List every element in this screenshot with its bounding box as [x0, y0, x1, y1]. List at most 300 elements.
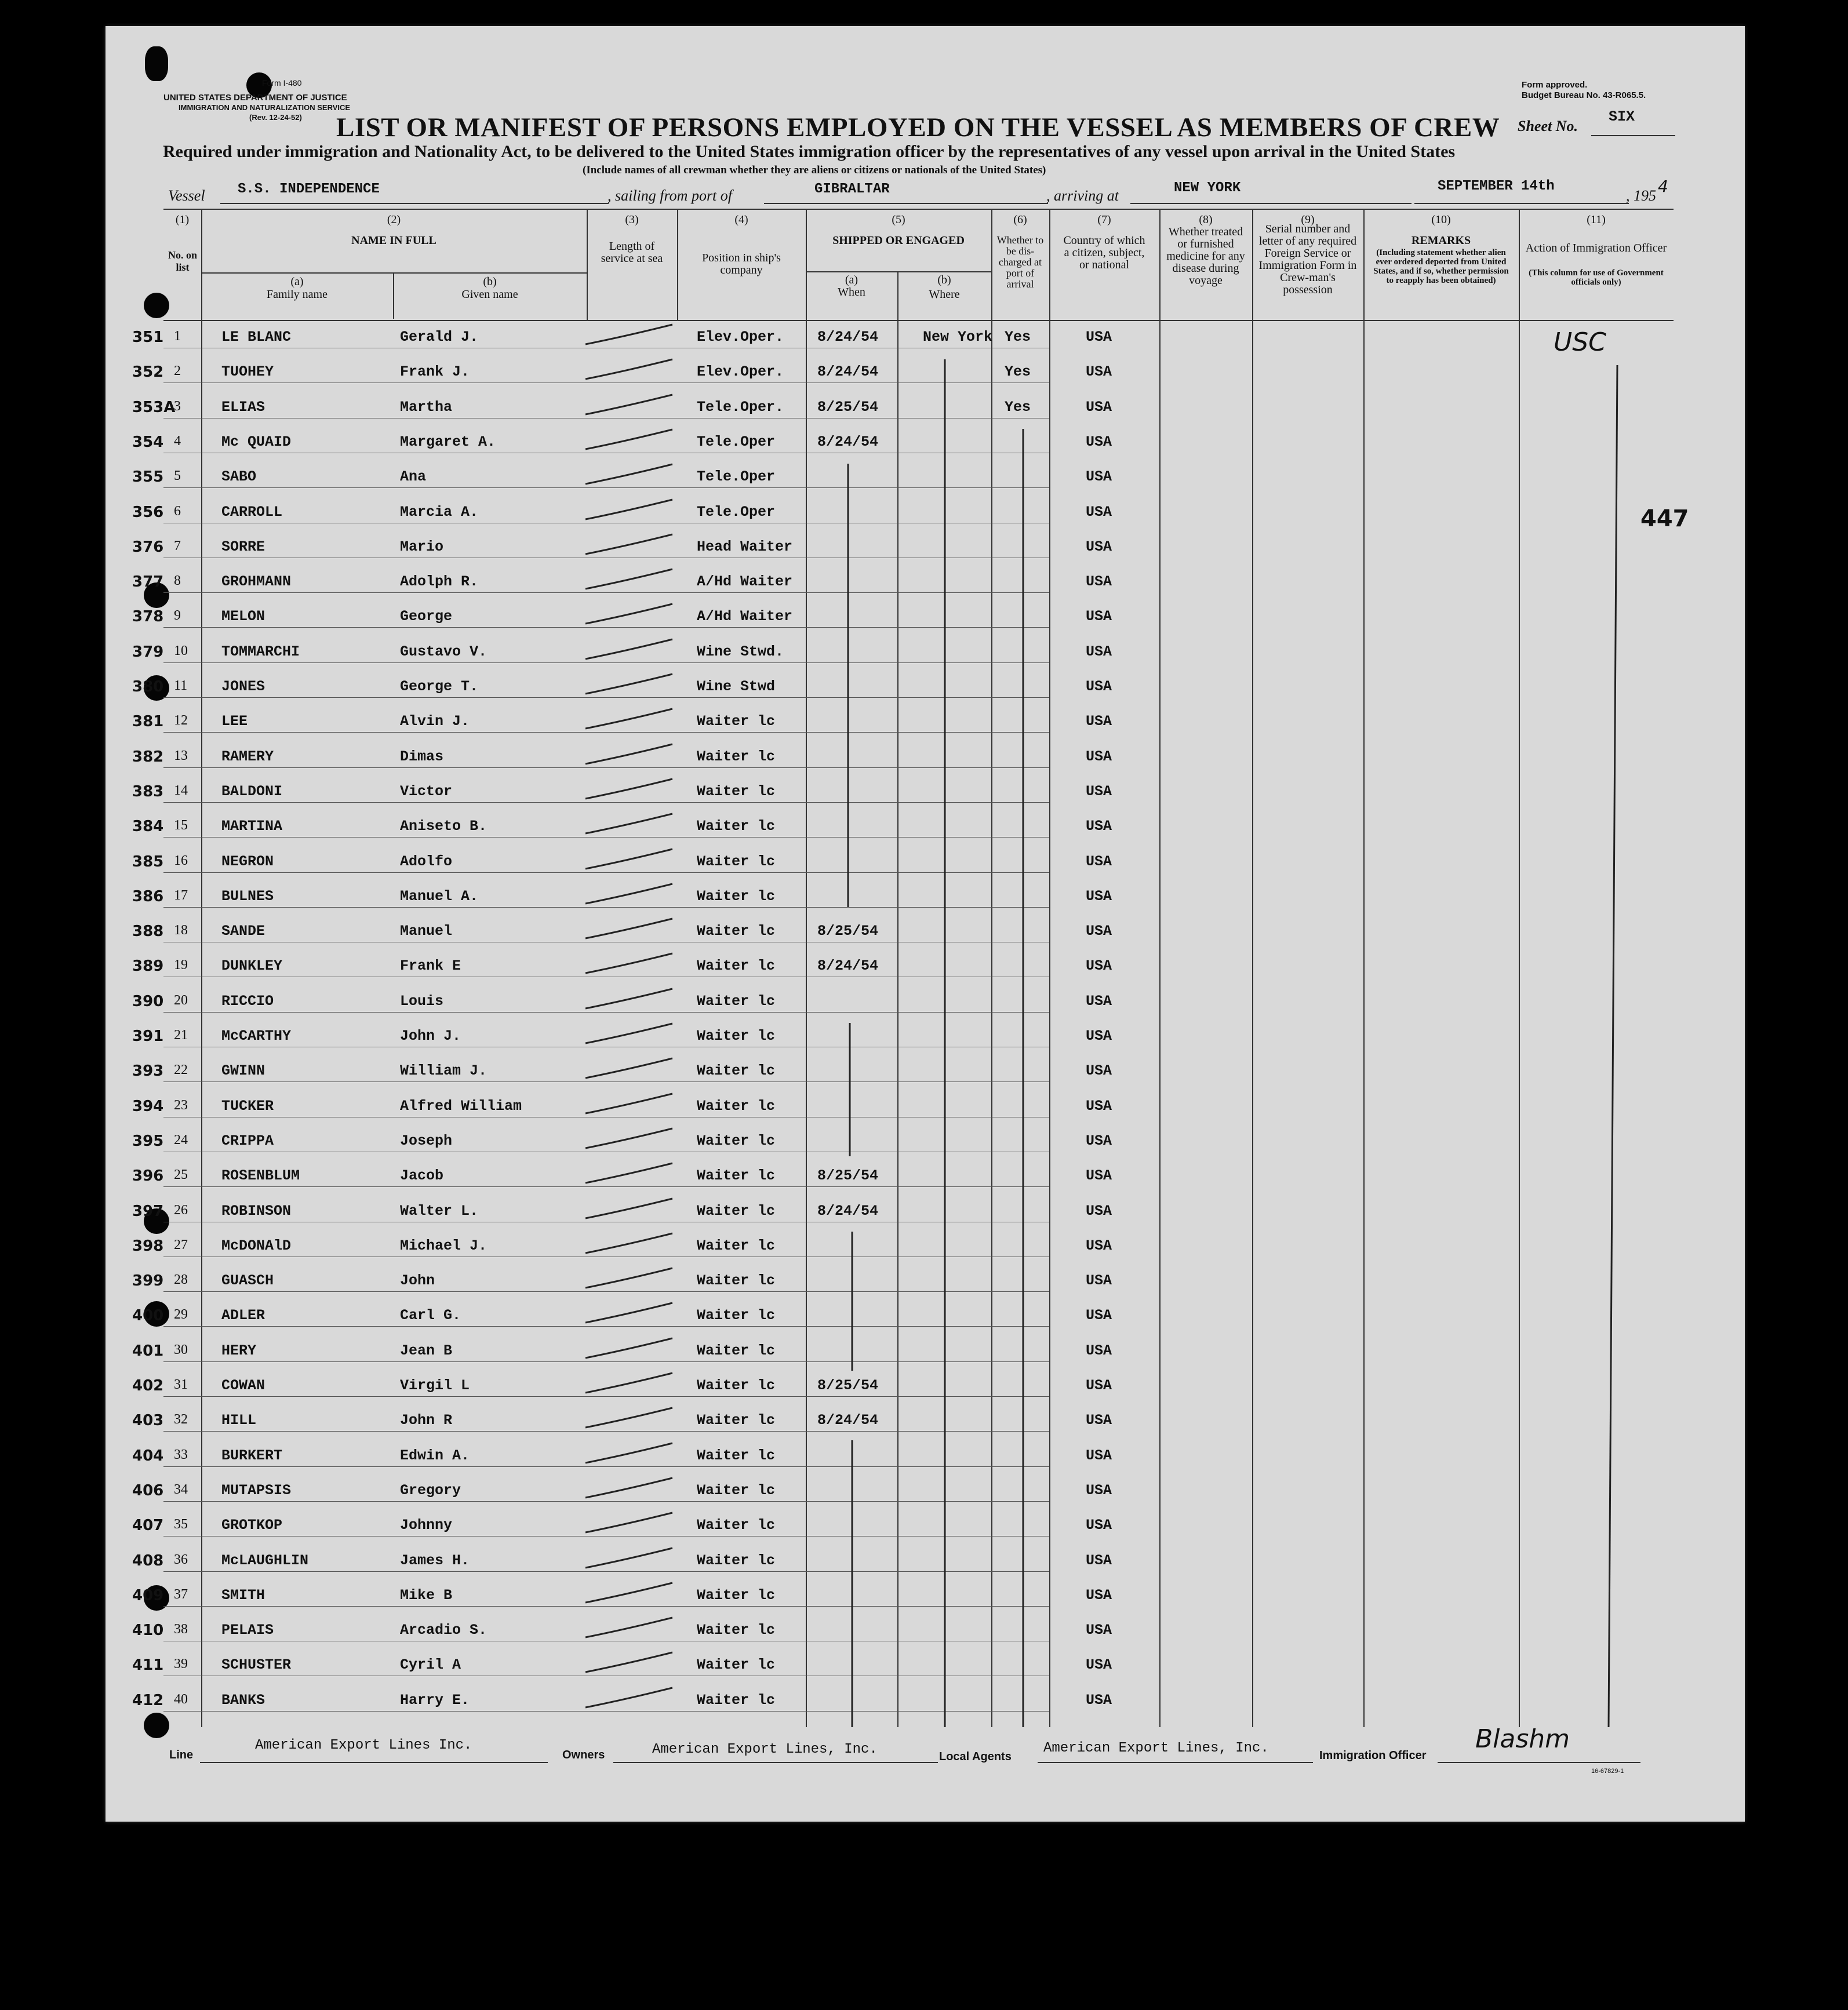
country: USA: [1086, 783, 1112, 800]
family-name: PELAIS: [221, 1622, 274, 1638]
col-5a-number: (a): [845, 274, 858, 286]
position: Waiter lc: [697, 1167, 776, 1184]
country: USA: [1086, 888, 1112, 905]
position: Waiter lc: [697, 1692, 776, 1709]
col-5-number: (5): [892, 213, 905, 226]
country: USA: [1086, 713, 1112, 730]
line-number: 20: [174, 993, 188, 1008]
country: USA: [1086, 993, 1112, 1010]
given-name: Michael J.: [400, 1237, 488, 1254]
family-name: CRIPPA: [221, 1133, 274, 1149]
margin-mark: 352: [132, 363, 164, 381]
family-name: SCHUSTER: [221, 1656, 292, 1673]
line-number: 40: [174, 1692, 188, 1707]
given-name: Edwin A.: [400, 1447, 470, 1464]
margin-mark: 407: [132, 1517, 164, 1534]
arriving-port: NEW YORK: [1174, 180, 1241, 196]
given-name: Johnny: [400, 1517, 453, 1534]
country: USA: [1086, 1272, 1112, 1289]
side-number: 447: [1640, 505, 1689, 532]
family-name: ADLER: [221, 1307, 265, 1324]
position: Waiter lc: [697, 1587, 776, 1604]
family-name: GROHMANN: [221, 573, 292, 590]
col-5b-number: (b): [937, 274, 951, 286]
family-name: TUCKER: [221, 1098, 274, 1115]
family-name: BURKERT: [221, 1447, 283, 1464]
col-10-number: (10): [1431, 213, 1451, 226]
family-name: RICCIO: [221, 993, 274, 1010]
position: Head Waiter: [697, 538, 793, 555]
position: Waiter lc: [697, 1377, 776, 1394]
shipped-where: New York: [923, 329, 993, 345]
col-1-header: No. on list: [168, 249, 197, 273]
given-name: Adolfo: [400, 853, 453, 870]
col-5b-header: Where: [929, 288, 960, 301]
given-name: John R: [400, 1412, 453, 1429]
family-name: BULNES: [221, 888, 274, 905]
budget-number: Budget Bureau No. 43-R065.5.: [1522, 90, 1646, 100]
col-2a-header: Family name: [267, 288, 328, 301]
line-number: 15: [174, 818, 188, 833]
line-number: 35: [174, 1517, 188, 1532]
family-name: CARROLL: [221, 504, 283, 520]
line-number: 27: [174, 1237, 188, 1252]
margin-mark: 379: [132, 643, 164, 661]
family-name: BANKS: [221, 1692, 265, 1709]
country: USA: [1086, 1062, 1112, 1079]
margin-mark: 353A: [132, 399, 176, 416]
agents-label: Local Agents: [939, 1750, 1012, 1763]
country: USA: [1086, 1622, 1112, 1638]
line-number: 21: [174, 1028, 188, 1043]
line-label: Line: [169, 1749, 194, 1761]
given-name: John J.: [400, 1028, 461, 1044]
margin-mark: 355: [132, 468, 164, 486]
given-name: Arcadio S.: [400, 1622, 488, 1638]
given-name: Walter L.: [400, 1203, 479, 1219]
country: USA: [1086, 1412, 1112, 1429]
sheet-number: SIX: [1609, 108, 1635, 125]
approval: Form approved.: [1522, 80, 1588, 90]
given-name: John: [400, 1272, 435, 1289]
margin-mark: 393: [132, 1062, 164, 1080]
given-name: Dimas: [400, 748, 444, 765]
position: Waiter lc: [697, 1307, 776, 1324]
country: USA: [1086, 1342, 1112, 1359]
position: Waiter lc: [697, 1342, 776, 1359]
margin-mark: 381: [132, 713, 164, 730]
margin-mark: 385: [132, 853, 164, 871]
given-name: James H.: [400, 1552, 470, 1569]
position: Waiter lc: [697, 993, 776, 1010]
agents-value: American Export Lines, Inc.: [1043, 1740, 1269, 1756]
margin-mark: 411: [132, 1656, 164, 1674]
position: Waiter lc: [697, 1133, 776, 1149]
country: USA: [1086, 1517, 1112, 1534]
shipped-when: 8/24/54: [817, 957, 879, 974]
given-name: Victor: [400, 783, 453, 800]
line-number: 18: [174, 923, 188, 938]
given-name: Mike B: [400, 1587, 453, 1604]
given-name: Jacob: [400, 1167, 444, 1184]
position: Waiter lc: [697, 713, 776, 730]
margin-mark: 394: [132, 1098, 164, 1115]
given-name: Ana: [400, 468, 427, 485]
line-number: 29: [174, 1307, 188, 1322]
country: USA: [1086, 1377, 1112, 1394]
col-8-header: Whether treated or furnished medicine for any disease during voyage: [1166, 225, 1245, 287]
line-number: 22: [174, 1062, 188, 1077]
sailing-label: , sailing from port of: [607, 187, 733, 204]
family-name: NEGRON: [221, 853, 274, 870]
line-number: 38: [174, 1622, 188, 1637]
line-number: 37: [174, 1587, 188, 1602]
margin-mark: 398: [132, 1237, 164, 1255]
arriving-label: , arriving at: [1046, 187, 1119, 204]
line-number: 9: [174, 608, 181, 623]
col-9-header: Serial number and letter of any required Foreign Service or Immigration Form in Crew-man's possession: [1258, 223, 1357, 296]
position: Waiter lc: [697, 1552, 776, 1569]
col-10-note: (Including statement whether alien ever ordered deported from United States, and if so, whether permission to reapply has been obtained): [1373, 248, 1509, 285]
col-2b-number: (b): [483, 275, 497, 288]
position: Waiter lc: [697, 923, 776, 940]
margin-mark: 380: [132, 678, 164, 696]
country: USA: [1086, 608, 1112, 625]
family-name: GUASCH: [221, 1272, 274, 1289]
col-11-header: Action of Immigration Officer: [1525, 242, 1667, 254]
margin-mark: 389: [132, 957, 164, 975]
col-11-note: (This column for use of Government officials only): [1529, 268, 1664, 287]
margin-mark: 354: [132, 434, 164, 451]
shipped-when: 8/25/54: [817, 399, 879, 416]
position: Waiter lc: [697, 1622, 776, 1638]
punch-hole: [144, 1713, 169, 1738]
family-name: SMITH: [221, 1587, 265, 1604]
country: USA: [1086, 818, 1112, 835]
position: Waiter lc: [697, 748, 776, 765]
line-number: 7: [174, 538, 181, 554]
form-number: Form I-480: [262, 78, 302, 88]
shipped-when: 8/25/54: [817, 923, 879, 940]
given-name: Cyril A: [400, 1656, 461, 1673]
line-number: 36: [174, 1552, 188, 1567]
shipped-when: 8/25/54: [817, 1377, 879, 1394]
family-name: HILL: [221, 1412, 257, 1429]
country: USA: [1086, 1552, 1112, 1569]
country: USA: [1086, 1028, 1112, 1044]
country: USA: [1086, 1167, 1112, 1184]
margin-mark: 397: [132, 1203, 164, 1220]
family-name: JONES: [221, 678, 265, 695]
margin-mark: 391: [132, 1028, 164, 1045]
family-name: SABO: [221, 468, 257, 485]
margin-mark: 400: [132, 1307, 164, 1324]
position: Elev.Oper.: [697, 329, 784, 345]
family-name: ROSENBLUM: [221, 1167, 300, 1184]
col-4-header: Position in ship's company: [702, 252, 781, 276]
shipped-when: 8/25/54: [817, 1167, 879, 1184]
position: Tele.Oper: [697, 504, 776, 520]
line-number: 16: [174, 853, 188, 868]
country: USA: [1086, 853, 1112, 870]
officer-label: Immigration Officer: [1319, 1749, 1427, 1762]
page-title: LIST OR MANIFEST OF PERSONS EMPLOYED ON THE VESSEL AS MEMBERS OF CREW: [336, 112, 1500, 143]
col-2b-header: Given name: [461, 288, 518, 301]
margin-mark: 390: [132, 993, 164, 1010]
discharge: Yes: [1005, 363, 1031, 380]
family-name: DUNKLEY: [221, 957, 283, 974]
given-name: Jean B: [400, 1342, 453, 1359]
line-number: 17: [174, 888, 188, 903]
margin-mark: 382: [132, 748, 164, 766]
col-1-number: (1): [175, 213, 190, 226]
agency-name: UNITED STATES DEPARTMENT OF JUSTICE: [163, 93, 347, 103]
given-name: Margaret A.: [400, 434, 496, 450]
country: USA: [1086, 748, 1112, 765]
country: USA: [1086, 957, 1112, 974]
family-name: RAMERY: [221, 748, 274, 765]
country: USA: [1086, 573, 1112, 590]
line-number: 6: [174, 504, 181, 519]
family-name: SORRE: [221, 538, 265, 555]
col-5-header: SHIPPED OR ENGAGED: [832, 234, 965, 247]
position: Waiter lc: [697, 1237, 776, 1254]
margin-mark: 383: [132, 783, 164, 800]
discharge: Yes: [1005, 329, 1031, 345]
col-5a-header: When: [838, 286, 865, 298]
shipped-when: 8/24/54: [817, 434, 879, 450]
country: USA: [1086, 329, 1112, 345]
line-number: 30: [174, 1342, 188, 1357]
position: A/Hd Waiter: [697, 573, 793, 590]
given-name: Virgil L: [400, 1377, 470, 1394]
given-name: Aniseto B.: [400, 818, 488, 835]
position: Elev.Oper.: [697, 363, 784, 380]
year-digit: 4: [1658, 177, 1668, 196]
family-name: McCARTHY: [221, 1028, 292, 1044]
given-name: William J.: [400, 1062, 488, 1079]
family-name: COWAN: [221, 1377, 265, 1394]
year-label: , 195: [1626, 187, 1656, 204]
line-number: 33: [174, 1447, 188, 1462]
country: USA: [1086, 468, 1112, 485]
country: USA: [1086, 1447, 1112, 1464]
margin-mark: 399: [132, 1272, 164, 1290]
given-name: Frank J.: [400, 363, 470, 380]
country: USA: [1086, 1587, 1112, 1604]
margin-mark: 396: [132, 1167, 164, 1185]
col-2a-number: (a): [290, 275, 304, 288]
family-name: ELIAS: [221, 399, 265, 416]
margin-mark: 403: [132, 1412, 164, 1429]
family-name: LE BLANC: [221, 329, 292, 345]
col-10-header: REMARKS: [1411, 234, 1471, 247]
position: Tele.Oper.: [697, 399, 784, 416]
given-name: Harry E.: [400, 1692, 470, 1709]
family-name: ROBINSON: [221, 1203, 292, 1219]
margin-mark: 406: [132, 1482, 164, 1499]
position: Waiter lc: [697, 1098, 776, 1115]
country: USA: [1086, 504, 1112, 520]
line-value: American Export Lines Inc.: [255, 1738, 472, 1753]
country: USA: [1086, 1307, 1112, 1324]
margin-mark: 395: [132, 1133, 164, 1150]
margin-mark: 401: [132, 1342, 164, 1360]
line-number: 25: [174, 1167, 188, 1182]
col-3-header: Length of service at sea: [601, 240, 663, 265]
country: USA: [1086, 1203, 1112, 1219]
line-number: 12: [174, 713, 188, 728]
col-6-number: (6): [1013, 213, 1027, 226]
country: USA: [1086, 643, 1112, 660]
country: USA: [1086, 363, 1112, 380]
officer-signature: Blashm: [1475, 1724, 1570, 1754]
given-name: Marcia A.: [400, 504, 479, 520]
position: Waiter lc: [697, 1447, 776, 1464]
given-name: Gregory: [400, 1482, 461, 1499]
position: Waiter lc: [697, 1062, 776, 1079]
position: Waiter lc: [697, 818, 776, 835]
shipped-when: 8/24/54: [817, 1412, 879, 1429]
line-number: 8: [174, 573, 181, 588]
col-9-number: (9): [1301, 213, 1315, 226]
country: USA: [1086, 538, 1112, 555]
given-name: Carl G.: [400, 1307, 461, 1324]
margin-mark: 384: [132, 818, 164, 835]
margin-mark: 378: [132, 608, 164, 625]
col-2-number: (2): [387, 213, 401, 226]
col-2-header: NAME IN FULL: [351, 234, 436, 247]
line-number: 2: [174, 363, 181, 378]
shipped-when: 8/24/54: [817, 329, 879, 345]
margin-mark: 386: [132, 888, 164, 905]
line-number: 3: [174, 399, 181, 414]
line-number: 31: [174, 1377, 188, 1392]
position: Wine Stwd: [697, 678, 776, 695]
given-name: Manuel A.: [400, 888, 479, 905]
margin-mark: 409: [132, 1587, 164, 1604]
family-name: TOMMARCHI: [221, 643, 300, 660]
given-name: Martha: [400, 399, 453, 416]
line-number: 4: [174, 434, 181, 449]
family-name: McDONAlD: [221, 1237, 292, 1254]
given-name: Mario: [400, 538, 444, 555]
country: USA: [1086, 923, 1112, 940]
vessel-label: Vessel: [168, 187, 205, 204]
country: USA: [1086, 399, 1112, 416]
given-name: Gustavo V.: [400, 643, 488, 660]
given-name: Joseph: [400, 1133, 453, 1149]
family-name: MELON: [221, 608, 265, 625]
position: Tele.Oper: [697, 468, 776, 485]
position: Waiter lc: [697, 957, 776, 974]
include-note: (Include names of all crewman whether they are aliens or citizens or nationals of the United States): [583, 164, 1046, 176]
given-name: Alvin J.: [400, 713, 470, 730]
country: USA: [1086, 1133, 1112, 1149]
margin-mark: 351: [132, 329, 164, 346]
position: Waiter lc: [697, 1203, 776, 1219]
given-name: Alfred William: [400, 1098, 522, 1115]
family-name: MUTAPSIS: [221, 1482, 292, 1499]
country: USA: [1086, 678, 1112, 695]
line-number: 28: [174, 1272, 188, 1287]
shipped-when: 8/24/54: [817, 1203, 879, 1219]
given-name: George: [400, 608, 453, 625]
line-number: 32: [174, 1412, 188, 1427]
family-name: SANDE: [221, 923, 265, 940]
margin-mark: 412: [132, 1692, 164, 1709]
country: USA: [1086, 1692, 1112, 1709]
col-7-header: Country of which a citizen, subject, or national: [1063, 234, 1145, 271]
line-number: 1: [174, 329, 181, 344]
service-name: IMMIGRATION AND NATURALIZATION SERVICE: [179, 103, 351, 112]
given-name: Adolph R.: [400, 573, 479, 590]
family-name: GROTKOP: [221, 1517, 283, 1534]
line-number: 26: [174, 1203, 188, 1218]
family-name: GWINN: [221, 1062, 265, 1079]
col-7-number: (7): [1097, 213, 1111, 226]
country: USA: [1086, 1237, 1112, 1254]
vessel-name: S.S. INDEPENDENCE: [238, 181, 380, 197]
col-11-number: (11): [1587, 213, 1606, 226]
line-number: 13: [174, 748, 188, 763]
line-number: 14: [174, 783, 188, 798]
sheet-label: Sheet No.: [1518, 118, 1578, 134]
margin-mark: 402: [132, 1377, 164, 1394]
revision: (Rev. 12-24-52): [249, 113, 302, 122]
punch-hole: [144, 293, 169, 318]
position: Wine Stwd.: [697, 643, 784, 660]
line-number: 34: [174, 1482, 188, 1497]
position: Waiter lc: [697, 783, 776, 800]
margin-mark: 408: [132, 1552, 164, 1570]
margin-mark: 356: [132, 504, 164, 521]
margin-mark: 404: [132, 1447, 164, 1465]
line-number: 19: [174, 957, 188, 973]
family-name: Mc QUAID: [221, 434, 292, 450]
position: Waiter lc: [697, 1028, 776, 1044]
given-name: George T.: [400, 678, 479, 695]
margin-mark: 388: [132, 923, 164, 940]
position: A/Hd Waiter: [697, 608, 793, 625]
given-name: Manuel: [400, 923, 453, 940]
given-name: Frank E: [400, 957, 461, 974]
line-number: 11: [174, 678, 188, 693]
country: USA: [1086, 1098, 1112, 1115]
line-number: 10: [174, 643, 188, 658]
given-name: Louis: [400, 993, 444, 1010]
position: Waiter lc: [697, 1272, 776, 1289]
col-8-number: (8): [1199, 213, 1213, 226]
country: USA: [1086, 1656, 1112, 1673]
line-number: 24: [174, 1133, 188, 1148]
line-number: 23: [174, 1098, 188, 1113]
sailing-port: GIBRALTAR: [814, 181, 890, 197]
country: USA: [1086, 1482, 1112, 1499]
family-name: BALDONI: [221, 783, 283, 800]
col-6-header: Whether to be dis-charged at port of arrival: [996, 234, 1044, 290]
position: Waiter lc: [697, 1482, 776, 1499]
position: Waiter lc: [697, 853, 776, 870]
family-name: TUOHEY: [221, 363, 274, 380]
family-name: MARTINA: [221, 818, 283, 835]
col-4-number: (4): [734, 213, 748, 226]
country: USA: [1086, 434, 1112, 450]
margin-mark: 377: [132, 573, 164, 591]
col-3-number: (3): [625, 213, 639, 226]
position: Waiter lc: [697, 888, 776, 905]
family-name: HERY: [221, 1342, 257, 1359]
